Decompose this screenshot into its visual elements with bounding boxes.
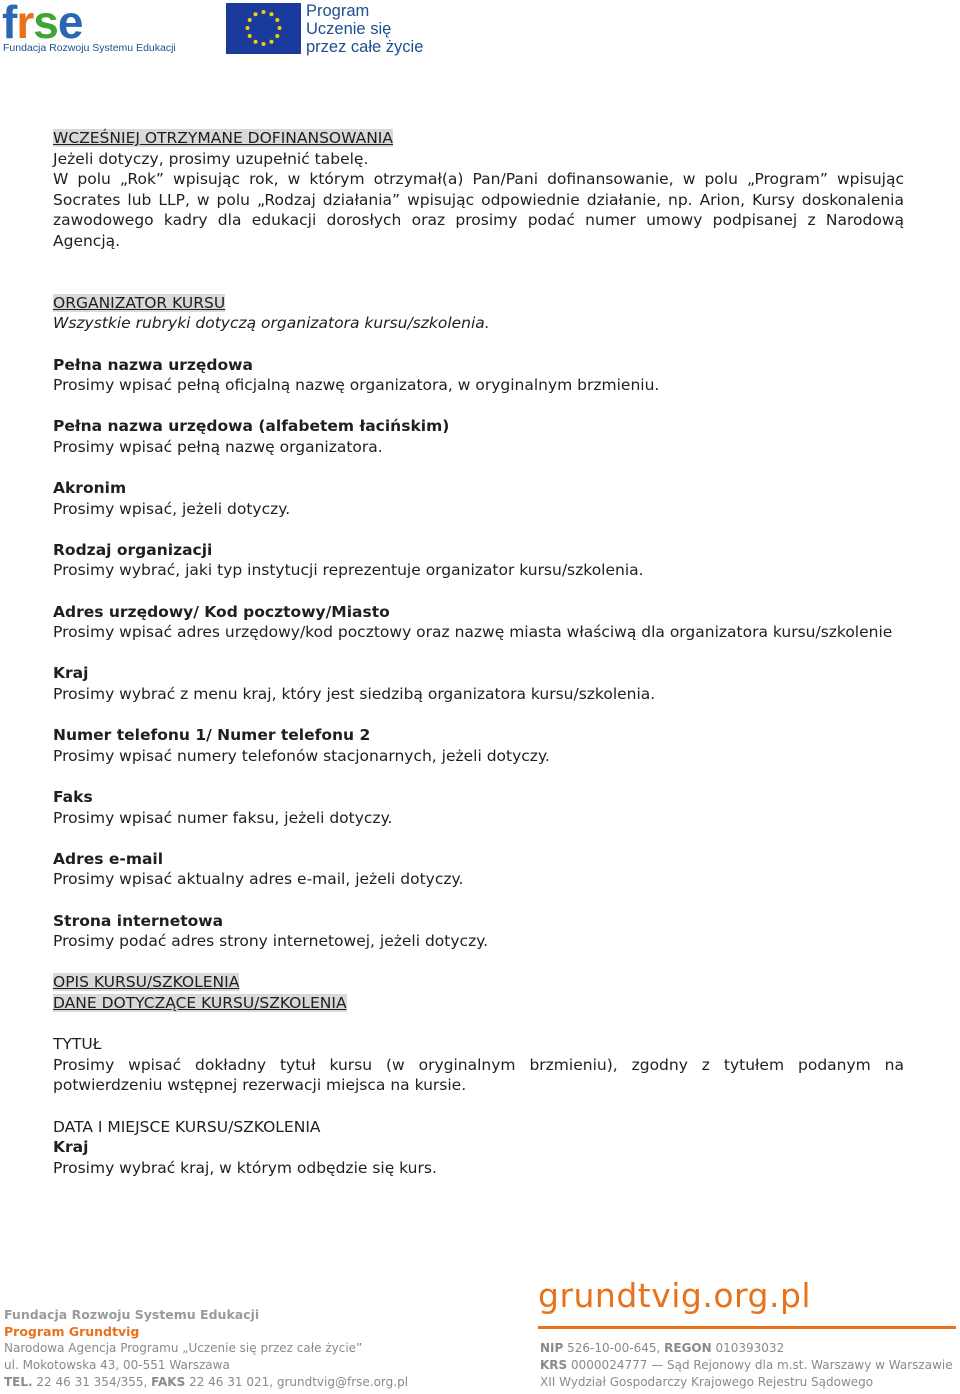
tytul-label: TYTUŁ bbox=[53, 1035, 102, 1054]
data-miejsce-label: DATA I MIEJSCE KURSU/SZKOLENIA bbox=[53, 1117, 321, 1136]
footer-org: Fundacja Rozwoju Systemu Edukacji bbox=[4, 1307, 260, 1322]
section-heading-wczesniej: WCZEŚNIEJ OTRZYMANE DOFINANSOWANIA bbox=[53, 129, 393, 147]
field-label: Pełna nazwa urzędowa (alfabetem łacińskim) bbox=[53, 417, 450, 436]
footer-nip: NIP 526-10-00-645, REGON 010393032 bbox=[540, 1341, 785, 1355]
field-label: Strona internetowa bbox=[53, 911, 224, 930]
field-desc: Prosimy wpisać aktualny adres e-mail, jeżeli dotyczy. bbox=[53, 870, 464, 889]
tytul-desc: Prosimy wpisać dokładny tytuł kursu (w oryginalnym brzmieniu), zgodny z tytułem podanym na potwierdzeniu wstępnej rezerwacji miejsca na kursie. bbox=[53, 1055, 904, 1095]
eu-program-logo-text: Program Uczenie się przez całe życie bbox=[306, 2, 424, 56]
field-desc: Prosimy wpisać pełną oficjalną nazwę organizatora, w oryginalnym brzmieniu. bbox=[53, 376, 660, 395]
field-label: Adres e-mail bbox=[53, 849, 164, 868]
footer-divider bbox=[538, 1326, 956, 1329]
grundtvig-logo: grundtvig.org.pl bbox=[538, 1276, 812, 1315]
section-heading-organizator: ORGANIZATOR KURSU bbox=[53, 293, 226, 312]
field-label: Faks bbox=[53, 788, 93, 806]
frse-logo bbox=[0, 0, 176, 58]
frse-logo-subtitle: Fundacja Rozwoju Systemu Edukacji bbox=[3, 42, 176, 54]
field-label: Numer telefonu 1/ Numer telefonu 2 bbox=[53, 726, 371, 745]
wczesniej-paragraph: W polu „Rok” wpisując rok, w którym otrzymał(a) Pan/Pani dofinansowanie, w polu „Program” wpisując Socrates lub LLP, w polu „Rodzaj działania” wpisując odpowiednie działanie, np. Arion, Kursy doskonalenia zawodowego kadry dla edukacji dorosłych oraz prosimy podać numer umowy podpisanej z Narodową Agencją. bbox=[53, 170, 904, 250]
field-desc: Prosimy wpisać numer faksu, jeżeli dotyczy. bbox=[53, 808, 393, 827]
field-desc: Prosimy wpisać pełną nazwę organizatora. bbox=[53, 437, 383, 456]
footer-court: XII Wydział Gospodarczy Krajowego Rejestru Sądowego bbox=[540, 1375, 874, 1389]
field-desc: Prosimy podać adres strony internetowej, jeżeli dotyczy. bbox=[53, 932, 489, 951]
wczesniej-line: Jeżeli dotyczy, prosimy uzupełnić tabelę. bbox=[53, 149, 369, 168]
field-label: Pełna nazwa urzędowa bbox=[53, 355, 253, 374]
footer-registry bbox=[540, 1340, 953, 1391]
footer-address: ul. Mokotowska 43, 00-551 Warszawa bbox=[4, 1358, 230, 1372]
kraj-desc: Prosimy wybrać kraj, w którym odbędzie się kurs. bbox=[53, 1158, 437, 1177]
field-label: Akronim bbox=[53, 479, 127, 498]
field-label: Kraj bbox=[53, 664, 89, 683]
organizator-subtitle: Wszystkie rubryki dotyczą organizatora kursu/szkolenia. bbox=[53, 314, 490, 333]
section-heading-opis: OPIS KURSU/SZKOLENIA bbox=[53, 973, 240, 992]
section-heading-dane: DANE DOTYCZĄCE KURSU/SZKOLENIA bbox=[53, 993, 347, 1012]
document-body bbox=[53, 128, 904, 1178]
field-label: Adres urzędowy/ Kod pocztowy/Miasto bbox=[53, 602, 390, 621]
footer-krs: KRS 0000024777 — Sąd Rejonowy dla m.st. Warszawy w Warszawie bbox=[540, 1358, 953, 1372]
footer-phone: TEL. 22 46 31 354/355, FAKS 22 46 31 021, grundtvig@frse.org.pl bbox=[4, 1375, 409, 1389]
field-label: Rodzaj organizacji bbox=[53, 540, 213, 559]
field-desc: Prosimy wybrać z menu kraj, który jest siedzibą organizatora kursu/szkolenia. bbox=[53, 685, 656, 704]
footer-agency: Narodowa Agencja Programu „Uczenie się przez całe życie” bbox=[4, 1341, 363, 1355]
footer-program: Program Grundtvig bbox=[4, 1324, 140, 1339]
field-desc: Prosimy wpisać numery telefonów stacjonarnych, jeżeli dotyczy. bbox=[53, 746, 550, 765]
eu-stars-icon bbox=[226, 3, 301, 54]
field-desc: Prosimy wpisać adres urzędowy/kod pocztowy oraz nazwę miasta właściwą dla organizatora kursu/szkolenie bbox=[53, 623, 893, 642]
footer-contact bbox=[4, 1306, 408, 1391]
frse-logo-wordmark: frse bbox=[2, 0, 83, 48]
kraj-label: Kraj bbox=[53, 1138, 89, 1157]
field-desc: Prosimy wpisać, jeżeli dotyczy. bbox=[53, 499, 291, 518]
eu-flag-icon bbox=[226, 3, 301, 54]
field-desc: Prosimy wybrać, jaki typ instytucji reprezentuje organizator kursu/szkolenia. bbox=[53, 561, 644, 580]
